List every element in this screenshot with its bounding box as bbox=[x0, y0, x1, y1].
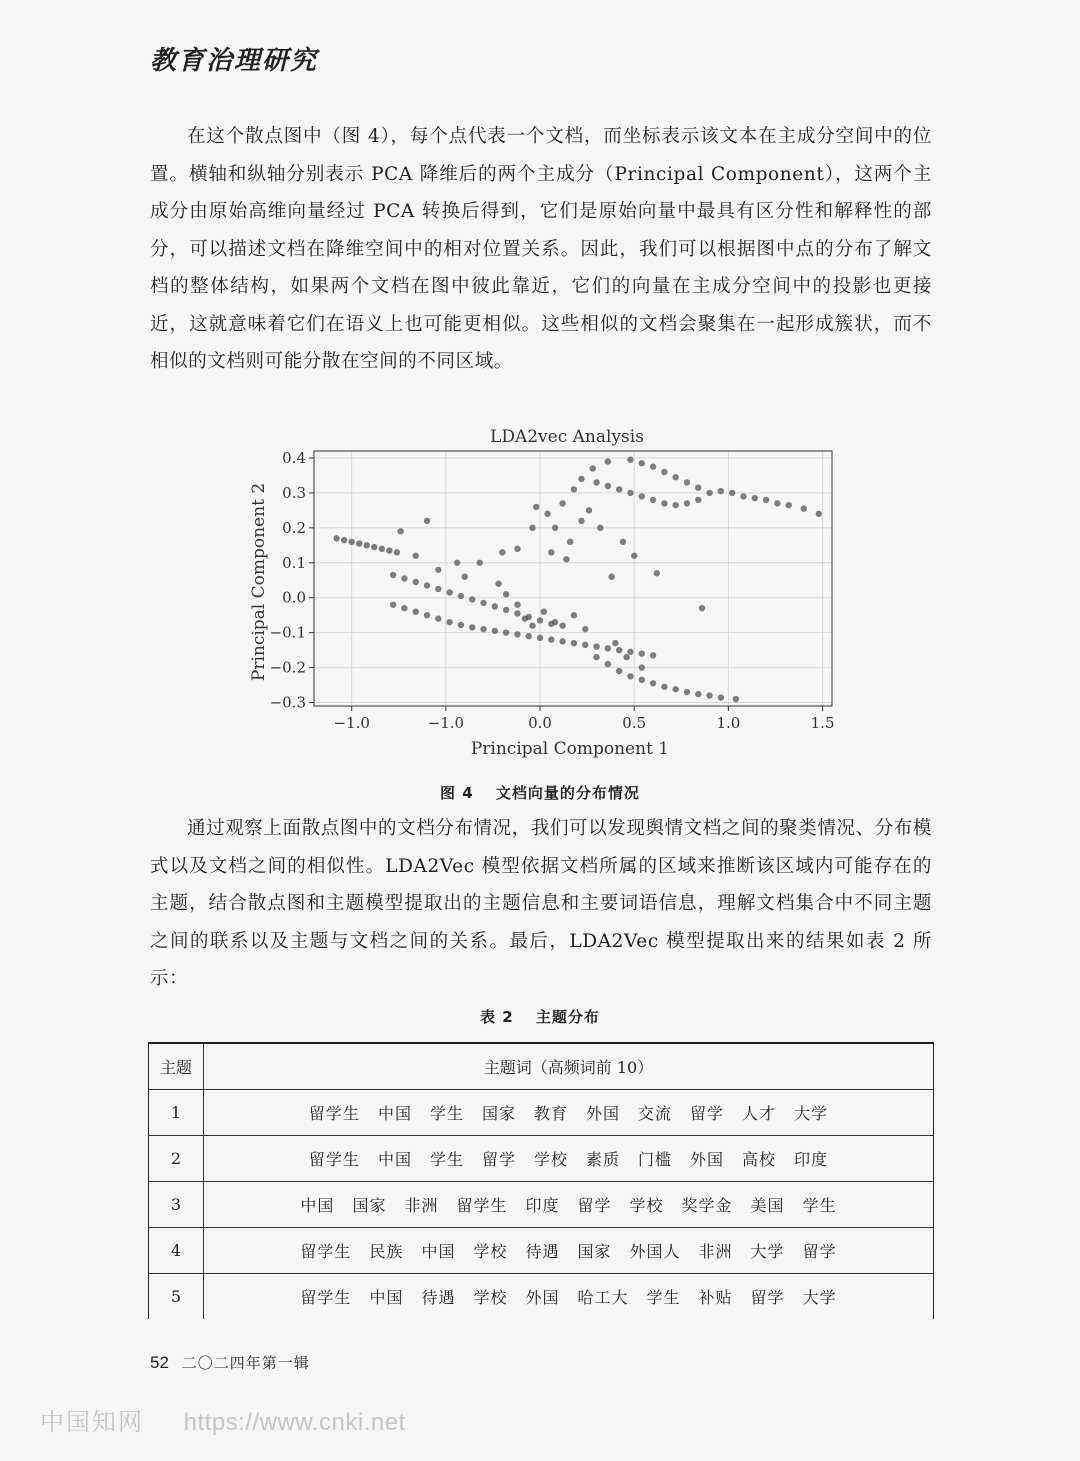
topic-word: 国家 bbox=[577, 1242, 612, 1261]
issue-label: 二〇二四年第一辑 bbox=[181, 1354, 310, 1372]
data-point bbox=[386, 547, 392, 553]
topic-id: 5 bbox=[149, 1274, 204, 1320]
data-point bbox=[661, 500, 667, 506]
topic-word: 留学生 bbox=[300, 1242, 352, 1261]
x-tick-label: 0.5 bbox=[622, 714, 647, 732]
data-point bbox=[597, 525, 603, 531]
data-point bbox=[356, 540, 362, 546]
journal-title: 教育治理研究 bbox=[150, 46, 319, 76]
data-point bbox=[458, 622, 464, 628]
data-point bbox=[544, 511, 550, 517]
data-point bbox=[590, 465, 596, 471]
topic-word: 补贴 bbox=[698, 1288, 733, 1307]
data-point bbox=[379, 546, 385, 552]
topic-word: 大学 bbox=[794, 1104, 829, 1123]
data-point bbox=[763, 497, 769, 503]
y-tick-label: −0.2 bbox=[269, 658, 306, 677]
topic-word: 学校 bbox=[533, 1150, 568, 1169]
data-point bbox=[627, 649, 633, 655]
topic-word: 留学 bbox=[802, 1242, 837, 1261]
topic-word: 学校 bbox=[473, 1242, 508, 1261]
topic-table bbox=[148, 1042, 934, 1319]
data-point bbox=[394, 549, 400, 555]
data-point bbox=[461, 574, 467, 580]
data-point bbox=[740, 493, 746, 499]
figure-caption: 图 4 文档向量的分布情况 bbox=[440, 784, 640, 802]
data-point bbox=[492, 603, 498, 609]
data-point bbox=[390, 572, 396, 578]
data-point bbox=[582, 642, 588, 648]
data-point bbox=[605, 458, 611, 464]
data-point bbox=[608, 574, 614, 580]
data-point bbox=[454, 560, 460, 566]
topic-word: 留学 bbox=[690, 1104, 725, 1123]
data-point bbox=[639, 460, 645, 466]
data-point bbox=[578, 518, 584, 524]
data-point bbox=[529, 622, 535, 628]
data-point bbox=[654, 570, 660, 576]
data-point bbox=[695, 497, 701, 503]
table-row bbox=[149, 1136, 934, 1182]
data-point bbox=[672, 686, 678, 692]
data-point bbox=[639, 664, 645, 670]
page-footer bbox=[150, 1352, 310, 1373]
table-row bbox=[149, 1182, 934, 1228]
topic-word: 留学 bbox=[577, 1196, 612, 1215]
data-point bbox=[552, 619, 558, 625]
data-point bbox=[522, 615, 528, 621]
data-point bbox=[514, 546, 520, 552]
data-point bbox=[559, 622, 565, 628]
data-point bbox=[424, 518, 430, 524]
cnki-watermark bbox=[40, 1402, 406, 1437]
topic-word: 素质 bbox=[586, 1150, 621, 1169]
watermark-url: https://www.cnki.net bbox=[183, 1409, 406, 1436]
data-point bbox=[801, 505, 807, 511]
data-point bbox=[401, 605, 407, 611]
table-caption: 表 2 主题分布 bbox=[480, 1008, 600, 1026]
topic-id: 4 bbox=[149, 1228, 204, 1274]
topic-word: 留学生 bbox=[300, 1288, 352, 1307]
topic-word: 留学生 bbox=[456, 1196, 508, 1215]
data-point bbox=[469, 596, 475, 602]
data-point bbox=[605, 645, 611, 651]
y-axis-label: Principal Component 2 bbox=[249, 482, 269, 682]
data-point bbox=[503, 591, 509, 597]
topic-word: 高校 bbox=[742, 1150, 777, 1169]
topic-word: 非洲 bbox=[404, 1196, 439, 1215]
data-point bbox=[582, 626, 588, 632]
x-axis-label: Principal Component 1 bbox=[470, 739, 670, 759]
y-tick-label: 0.4 bbox=[282, 448, 306, 467]
topic-word: 学生 bbox=[429, 1150, 464, 1169]
topic-word: 奖学金 bbox=[681, 1196, 733, 1215]
data-point bbox=[514, 610, 520, 616]
data-point bbox=[341, 537, 347, 543]
data-point bbox=[605, 483, 611, 489]
data-point bbox=[435, 586, 441, 592]
data-point bbox=[567, 539, 573, 545]
data-point bbox=[627, 673, 633, 679]
data-point bbox=[529, 525, 535, 531]
data-point bbox=[499, 549, 505, 555]
data-point bbox=[548, 549, 554, 555]
y-tick-label: 0.3 bbox=[282, 483, 306, 502]
topic-word: 留学生 bbox=[308, 1150, 360, 1169]
data-point bbox=[623, 654, 629, 660]
data-point bbox=[424, 582, 430, 588]
data-point bbox=[371, 544, 377, 550]
topic-words bbox=[204, 1182, 934, 1228]
x-tick-label: −1.0 bbox=[333, 714, 370, 732]
data-point bbox=[612, 640, 618, 646]
data-point bbox=[699, 605, 705, 611]
data-point bbox=[785, 502, 791, 508]
data-point bbox=[718, 488, 724, 494]
data-point bbox=[578, 476, 584, 482]
table-row bbox=[149, 1090, 934, 1136]
y-tick-label: 0.1 bbox=[282, 553, 306, 572]
table-row bbox=[149, 1274, 934, 1320]
topic-id: 2 bbox=[149, 1136, 204, 1182]
topic-word: 学生 bbox=[802, 1196, 837, 1215]
topic-word: 非洲 bbox=[698, 1242, 733, 1261]
data-point bbox=[458, 593, 464, 599]
data-point bbox=[650, 680, 656, 686]
data-point bbox=[627, 490, 633, 496]
topic-word: 中国 bbox=[377, 1150, 412, 1169]
topic-word: 学校 bbox=[473, 1288, 508, 1307]
page-number: 52 bbox=[150, 1353, 169, 1372]
topic-id: 1 bbox=[149, 1090, 204, 1136]
data-point bbox=[752, 495, 758, 501]
data-point bbox=[650, 652, 656, 658]
data-point bbox=[413, 553, 419, 559]
data-point bbox=[631, 553, 637, 559]
data-point bbox=[495, 581, 501, 587]
data-point bbox=[548, 636, 554, 642]
topic-word: 大学 bbox=[802, 1288, 837, 1307]
data-point bbox=[620, 539, 626, 545]
topic-word: 国家 bbox=[481, 1104, 516, 1123]
data-point bbox=[333, 535, 339, 541]
data-point bbox=[477, 560, 483, 566]
data-point bbox=[514, 601, 520, 607]
topic-word: 印度 bbox=[525, 1196, 560, 1215]
data-point bbox=[718, 694, 724, 700]
data-point bbox=[514, 631, 520, 637]
topic-words bbox=[204, 1136, 934, 1182]
topic-word: 哈工大 bbox=[577, 1288, 629, 1307]
body-paragraph-1: 在这个散点图中（图 4），每个点代表一个文档，而坐标表示该文本在主成分空间中的位置。横轴和纵轴分别表示 PCA 降维后的两个主成分（Principal Component），这两个主成分由原始高维向量经过 PCA 转换后得到，它们是原始向量中最具有区分性和解释性的部分，可以描述文档在降维空间中的相对位置关系。因此，我们可以根据图中点的分布了解文档的整体结构，如果两个文档在图中彼此靠近，它们的向量在主成分空间中的投影也更接近，这就意味着它们在语义上也可能更相似。这些相似的文档会聚集在一起形成簇状，而不相似的文档则可能分散在空间的不同区域。 bbox=[150, 126, 932, 372]
data-point bbox=[563, 556, 569, 562]
topic-word: 国家 bbox=[352, 1196, 387, 1215]
data-point bbox=[348, 539, 354, 545]
data-point bbox=[390, 601, 396, 607]
data-point bbox=[593, 643, 599, 649]
data-point bbox=[413, 608, 419, 614]
topic-word: 留学 bbox=[750, 1288, 785, 1307]
data-point bbox=[729, 490, 735, 496]
topic-word: 教育 bbox=[533, 1104, 568, 1123]
topic-words bbox=[204, 1274, 934, 1320]
x-tick-label: 1.0 bbox=[716, 714, 741, 732]
data-point bbox=[605, 661, 611, 667]
data-point bbox=[616, 668, 622, 674]
data-point bbox=[733, 696, 739, 702]
topic-word: 学生 bbox=[646, 1288, 681, 1307]
data-point bbox=[706, 490, 712, 496]
data-point bbox=[435, 615, 441, 621]
data-point bbox=[480, 600, 486, 606]
data-point bbox=[480, 626, 486, 632]
data-point bbox=[571, 640, 577, 646]
data-point bbox=[469, 624, 475, 630]
topic-word: 学生 bbox=[429, 1104, 464, 1123]
scatter-chart bbox=[240, 422, 840, 767]
data-point bbox=[559, 500, 565, 506]
data-point bbox=[571, 486, 577, 492]
body-paragraph-2: 通过观察上面散点图中的文档分布情况，我们可以发现舆情文档之间的聚类情况、分布模式以及文档之间的相似性。LDA2Vec 模型依据文档所属的区域来推断该区域内可能存在的主题，结合散点图和主题模型提取出的主题信息和主要词语信息，理解文档集合中不同主题之间的联系以及主题与文档之间的关系。最后，LDA2Vec 模型提取出来的结果如表 2 所示： bbox=[150, 818, 932, 989]
topic-words bbox=[204, 1090, 934, 1136]
data-point bbox=[695, 484, 701, 490]
data-point bbox=[492, 628, 498, 634]
y-tick-label: 0.2 bbox=[282, 518, 306, 537]
x-tick-label: −1.0 bbox=[427, 714, 465, 732]
topic-word: 外国人 bbox=[629, 1242, 681, 1261]
header-topic: 主题 bbox=[149, 1043, 204, 1090]
data-point bbox=[774, 500, 780, 506]
data-point bbox=[639, 650, 645, 656]
data-point bbox=[661, 684, 667, 690]
data-point bbox=[706, 692, 712, 698]
topic-word: 中国 bbox=[377, 1104, 412, 1123]
data-point bbox=[435, 567, 441, 573]
data-point bbox=[552, 525, 558, 531]
data-point bbox=[397, 528, 403, 534]
data-point bbox=[446, 589, 452, 595]
data-point bbox=[364, 542, 370, 548]
data-point bbox=[661, 469, 667, 475]
data-point bbox=[413, 579, 419, 585]
data-point bbox=[616, 486, 622, 492]
topic-word: 外国 bbox=[586, 1104, 621, 1123]
topic-word: 待遇 bbox=[421, 1288, 456, 1307]
topic-word: 外国 bbox=[525, 1288, 560, 1307]
data-point bbox=[672, 502, 678, 508]
data-point bbox=[593, 479, 599, 485]
topic-word: 外国 bbox=[690, 1150, 725, 1169]
topic-word: 印度 bbox=[794, 1150, 829, 1169]
topic-id: 3 bbox=[149, 1182, 204, 1228]
table-header-row bbox=[149, 1043, 934, 1090]
data-point bbox=[684, 500, 690, 506]
data-point bbox=[401, 575, 407, 581]
data-point bbox=[616, 647, 622, 653]
x-tick-label: 0.0 bbox=[528, 714, 552, 732]
data-point bbox=[559, 638, 565, 644]
data-point bbox=[526, 633, 532, 639]
topic-word: 中国 bbox=[369, 1288, 404, 1307]
topic-word: 留学生 bbox=[308, 1104, 360, 1123]
topic-word: 大学 bbox=[750, 1242, 785, 1261]
data-point bbox=[695, 691, 701, 697]
topic-word: 民族 bbox=[369, 1242, 404, 1261]
data-point bbox=[533, 504, 539, 510]
topic-word: 留学 bbox=[481, 1150, 516, 1169]
data-point bbox=[650, 497, 656, 503]
data-point bbox=[593, 654, 599, 660]
y-tick-label: −0.1 bbox=[269, 623, 306, 642]
watermark-site-name: 中国知网 bbox=[40, 1408, 144, 1436]
topic-word: 人才 bbox=[742, 1104, 777, 1123]
x-tick-label: 1.5 bbox=[810, 714, 835, 732]
topic-word: 学校 bbox=[629, 1196, 664, 1215]
header-topic-words: 主题词（高频词前 10） bbox=[204, 1043, 934, 1090]
data-point bbox=[639, 493, 645, 499]
data-point bbox=[639, 677, 645, 683]
data-point bbox=[672, 474, 678, 480]
topic-words bbox=[204, 1228, 934, 1274]
data-point bbox=[537, 635, 543, 641]
chart-title: LDA2vec Analysis bbox=[490, 427, 644, 447]
data-point bbox=[684, 479, 690, 485]
y-tick-label: 0.0 bbox=[282, 588, 306, 607]
y-tick-label: −0.3 bbox=[269, 693, 306, 712]
data-point bbox=[684, 689, 690, 695]
data-point bbox=[586, 507, 592, 513]
data-point bbox=[541, 608, 547, 614]
topic-word: 门槛 bbox=[638, 1150, 673, 1169]
data-point bbox=[503, 607, 509, 613]
topic-word: 交流 bbox=[638, 1104, 673, 1123]
data-point bbox=[537, 617, 543, 623]
data-point bbox=[650, 464, 656, 470]
data-point bbox=[816, 511, 822, 517]
topic-word: 中国 bbox=[300, 1196, 335, 1215]
data-point bbox=[424, 612, 430, 618]
topic-word: 待遇 bbox=[525, 1242, 560, 1261]
data-point bbox=[503, 629, 509, 635]
table-row bbox=[149, 1228, 934, 1274]
topic-word: 中国 bbox=[421, 1242, 456, 1261]
data-point bbox=[571, 612, 577, 618]
data-point bbox=[627, 457, 633, 463]
data-point bbox=[446, 619, 452, 625]
topic-word: 美国 bbox=[750, 1196, 785, 1215]
